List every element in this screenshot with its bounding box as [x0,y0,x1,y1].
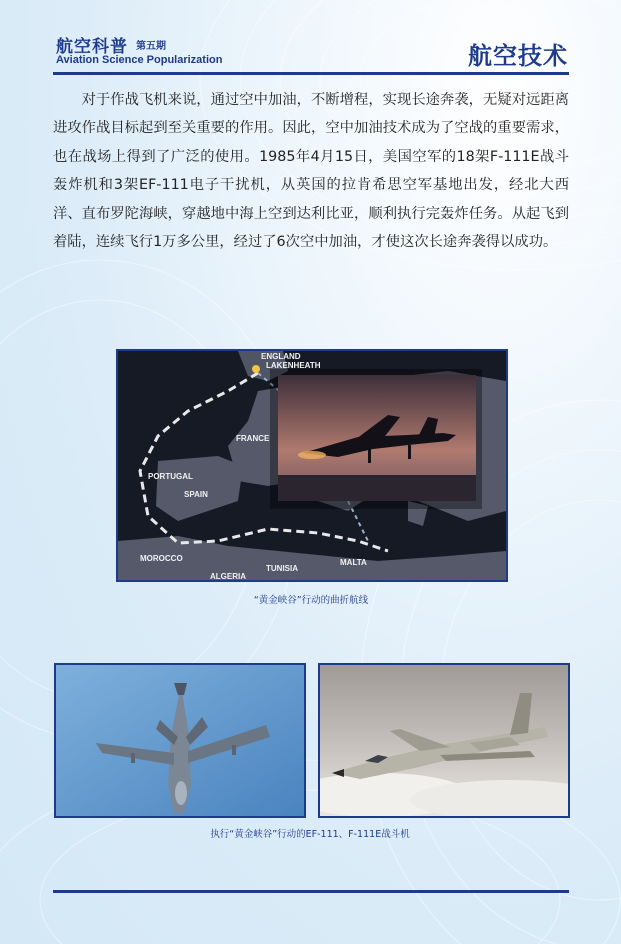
map-label-lakenheath: LAKENHEATH [266,361,321,370]
map-label-france: FRANCE [236,434,270,443]
route-map-figure [116,349,508,582]
figure1-caption: “黄金峡谷”行动的曲折航线 [253,595,369,606]
page-header [56,32,568,72]
map-label-malta: MALTA [340,558,367,567]
map-label-algeria: ALGERIA [210,572,246,580]
brand-title-en: Aviation Science Popularization [56,54,223,66]
section-title: 航空技术 [468,42,568,70]
issue-number: 第五期 [136,41,166,52]
map-label-tunisia: TUNISIA [266,564,298,573]
map-label-portugal: PORTUGAL [148,472,193,481]
header-divider [53,72,569,75]
map-label-morocco: MOROCCO [140,554,183,563]
footer-divider [53,890,569,893]
map-label-england: ENGLAND [261,352,301,361]
article-paragraph: 对于作战飞机来说，通过空中加油，不断增程，实现长途奔袭，无疑对远距离进攻作战目标起到至关重要的作用。因此，空中加油技术成为了空战的重要需求，也在战场上得到了广泛的使用。1985年4月15日，美国空军的18架F-111E战斗轰炸机和3架EF-111电子干扰机，从英国的拉肯希思空军基地出发，经北大西洋、直布罗陀海峡，穿越地中海上空到达利比亚，顺利执行完轰炸任务。从起飞到着陆，连续飞行1万多公里，经过了6次空中加油，才使这次长途奔袭得以成功。 [53,92,569,251]
figure2-caption: 执行“黄金峡谷”行动的EF-111、F-111E战斗机 [210,829,410,840]
route-map-image [118,351,506,580]
map-label-spain: SPAIN [184,490,208,499]
ef111-photo [54,663,306,818]
brand-title-cn: 航空科普 [56,37,128,57]
f111e-photo [318,663,570,818]
